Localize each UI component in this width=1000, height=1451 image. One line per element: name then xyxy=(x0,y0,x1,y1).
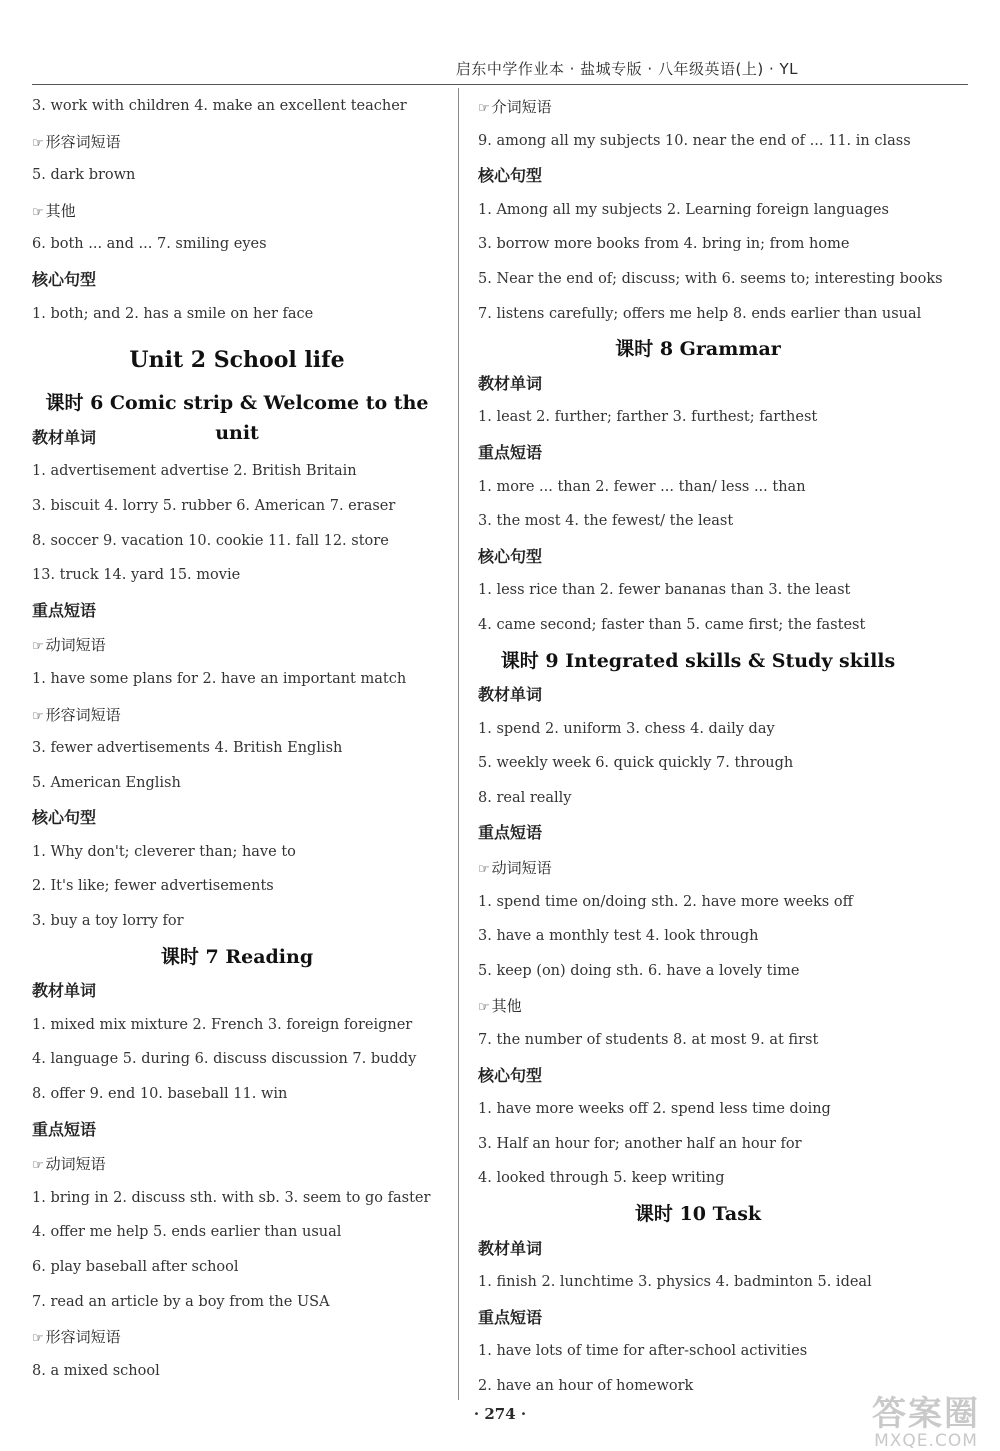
answer-line: 5. Near the end of; discuss; with 6. seems to; interesting books xyxy=(478,270,943,287)
answer-line: 8. soccer 9. vacation 10. cookie 11. fall 12. store xyxy=(32,532,389,549)
subsection-heading xyxy=(478,991,918,1026)
subsection-heading xyxy=(478,92,918,127)
answer-line: 1. mixed mix mixture 2. French 3. foreign foreigner xyxy=(32,1016,413,1033)
subsection-label: 动词短语 xyxy=(45,1155,106,1174)
answer-line: 2. have an hour of homework xyxy=(478,1377,694,1394)
section-heading: 核心句型 xyxy=(478,1065,543,1085)
answer-line: 4. offer me help 5. ends earlier than usual xyxy=(32,1224,342,1241)
answer-line: 8. offer 9. end 10. baseball 11. win xyxy=(32,1086,288,1103)
section-heading: 教材单词 xyxy=(478,1238,543,1258)
page-number: · 274 · xyxy=(473,1405,527,1423)
section-heading: 教材单词 xyxy=(478,685,543,705)
pointing-hand-icon: ☞ xyxy=(32,708,44,724)
page-header xyxy=(32,58,968,85)
answer-line: 3. have a monthly test 4. look through xyxy=(478,928,759,945)
answer-line: 3. borrow more books from 4. bring in; from home xyxy=(478,236,850,253)
pointing-hand-icon: ☞ xyxy=(32,204,44,220)
answer-line: 4. language 5. during 6. discuss discussion 7. buddy xyxy=(32,1051,417,1068)
subsection-heading xyxy=(32,700,442,735)
answer-line: 3. work with children 4. make an excellent teacher xyxy=(32,98,407,114)
answer-line: 3. the most 4. the fewest/ the least xyxy=(478,513,734,530)
answer-line: 6. both ... and ... 7. smiling eyes xyxy=(32,236,267,253)
section-heading: 核心句型 xyxy=(478,546,543,566)
answer-line: 7. the number of students 8. at most 9. at first xyxy=(478,1032,819,1049)
answer-line: 7. read an article by a boy from the USA xyxy=(32,1293,330,1310)
answer-line: 1. Among all my subjects 2. Learning foreign languages xyxy=(478,201,889,218)
answer-line: 5. dark brown xyxy=(32,167,136,184)
section-heading: 教材单词 xyxy=(32,427,97,447)
lesson-title: 课时 10 Task xyxy=(634,1203,762,1225)
pointing-hand-icon: ☞ xyxy=(478,1000,490,1016)
answer-line: 2. It's like; fewer advertisements xyxy=(32,878,274,895)
pointing-hand-icon: ☞ xyxy=(32,135,44,151)
subsection-label: 动词短语 xyxy=(45,636,106,655)
answer-line: 3. biscuit 4. lorry 5. rubber 6. American 7. eraser xyxy=(32,497,396,514)
subsection-label: 形容词短语 xyxy=(45,1328,121,1347)
section-heading: 重点短语 xyxy=(32,1119,97,1139)
answer-line: 4. looked through 5. keep writing xyxy=(478,1170,725,1187)
answer-line: 1. spend time on/doing sth. 2. have more weeks off xyxy=(478,893,853,910)
unit-title: Unit 2 School life xyxy=(129,347,345,374)
subsection-label: 形容词短语 xyxy=(45,132,121,151)
subsection-label: 动词短语 xyxy=(491,859,552,878)
answer-line: 1. more ... than 2. fewer ... than/ less ... than xyxy=(478,478,806,495)
section-heading: 重点短语 xyxy=(32,600,97,620)
answer-line: 5. keep (on) doing sth. 6. have a lovely time xyxy=(478,962,800,979)
lesson-title: 课时 8 Grammar xyxy=(615,338,781,361)
answer-line: 1. finish 2. lunchtime 3. physics 4. badminton 5. ideal xyxy=(478,1274,872,1291)
subsection-label: 其他 xyxy=(491,997,522,1016)
section-heading: 重点短语 xyxy=(478,442,543,462)
answer-line: 1. least 2. further; farther 3. furthest; farthest xyxy=(478,409,818,426)
lesson-title: 课时 6 Comic strip & Welcome to the unit xyxy=(45,392,429,445)
lesson-title: 课时 7 Reading xyxy=(160,945,314,968)
answer-line: 5. American English xyxy=(32,774,181,791)
left-column xyxy=(32,92,442,1391)
answer-line: 1. have more weeks off 2. spend less time doing xyxy=(478,1101,831,1118)
subsection-label: 介词短语 xyxy=(491,98,552,116)
answer-line: 13. truck 14. yard 15. movie xyxy=(32,567,241,584)
answer-line: 1. spend 2. uniform 3. chess 4. daily day xyxy=(478,720,775,737)
section-heading: 教材单词 xyxy=(478,373,543,393)
answer-line: 1. less rice than 2. fewer bananas than 3. the least xyxy=(478,582,851,599)
subsection-label: 其他 xyxy=(45,201,76,220)
subsection-label: 形容词短语 xyxy=(45,705,121,724)
answer-line: 3. buy a toy lorry for xyxy=(32,913,184,930)
pointing-hand-icon: ☞ xyxy=(478,862,490,878)
subsection-heading xyxy=(32,1149,442,1184)
answer-line: 7. listens carefully; offers me help 8. ends earlier than usual xyxy=(478,305,922,322)
section-heading: 核心句型 xyxy=(32,269,97,289)
subsection-heading xyxy=(478,853,918,888)
section-heading: 重点短语 xyxy=(478,823,543,843)
right-column xyxy=(478,92,943,1407)
answer-line: 1. advertisement advertise 2. British Britain xyxy=(32,463,357,480)
watermark-logo: 答案圈 MXQE.COM xyxy=(872,1394,980,1451)
subsection-heading xyxy=(32,127,442,162)
lesson-title: 课时 9 Integrated skills & Study skills xyxy=(500,649,896,672)
answer-line: 8. real really xyxy=(478,789,572,806)
pointing-hand-icon: ☞ xyxy=(478,101,490,116)
subsection-heading xyxy=(32,196,442,231)
answer-line: 3. Half an hour for; another half an hour for xyxy=(478,1135,802,1152)
answer-line: 4. came second; faster than 5. came first; the fastest xyxy=(478,616,866,633)
header-title: 启东中学作业本 · 盐城专版 · 八年级英语(上) · YL xyxy=(455,60,798,78)
subsection-heading xyxy=(32,1322,442,1357)
answer-line: 8. a mixed school xyxy=(32,1362,160,1379)
pointing-hand-icon: ☞ xyxy=(32,1331,44,1347)
answer-line: 3. fewer advertisements 4. British English xyxy=(32,740,343,757)
pointing-hand-icon: ☞ xyxy=(32,1158,44,1174)
section-heading: 核心句型 xyxy=(32,808,97,828)
section-heading: 教材单词 xyxy=(32,981,97,1001)
answer-line: 1. Why don't; cleverer than; have to xyxy=(32,843,296,860)
section-heading: 重点短语 xyxy=(478,1307,543,1327)
answer-line: 1. both; and 2. has a smile on her face xyxy=(32,305,314,322)
answer-line: 6. play baseball after school xyxy=(32,1259,239,1275)
subsection-heading xyxy=(32,630,442,665)
answer-line: 9. among all my subjects 10. near the end of ... 11. in class xyxy=(478,132,911,149)
section-heading: 核心句型 xyxy=(478,166,543,186)
answer-line: 1. have lots of time for after-school activities xyxy=(478,1343,808,1360)
answer-line: 1. bring in 2. discuss sth. with sb. 3. seem to go faster xyxy=(32,1189,431,1206)
answer-line: 5. weekly week 6. quick quickly 7. through xyxy=(478,755,794,772)
column-divider xyxy=(458,88,459,1400)
pointing-hand-icon: ☞ xyxy=(32,639,44,655)
answer-line: 1. have some plans for 2. have an important match xyxy=(32,670,407,687)
